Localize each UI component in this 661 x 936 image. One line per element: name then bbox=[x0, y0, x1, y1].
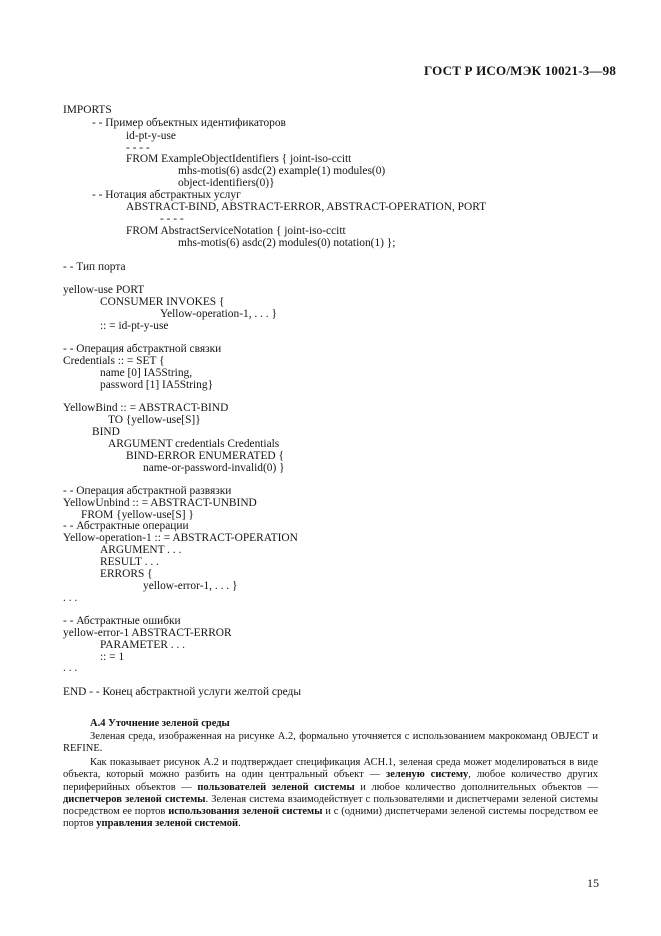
code-line: TO {yellow-use[S]} bbox=[108, 414, 201, 426]
code-line: FROM ExampleObjectIdentifiers { joint-iso-ccitt bbox=[126, 153, 352, 165]
code-comment: - - Абстрактные операции bbox=[63, 520, 189, 532]
text-run: , любое количество других периферийных объектов — bbox=[63, 769, 598, 793]
document-header: ГОСТ Р ИСО/МЭК 10021-3—98 bbox=[424, 63, 617, 78]
bold-term: пользователей зеленой системы bbox=[197, 781, 355, 793]
paragraph-1: Зеленая среда, изображенная на рисунке А.2, формально уточняется с использованием макрокоманд OBJECT и REFINE. bbox=[63, 731, 598, 755]
code-line: . . . bbox=[63, 662, 78, 674]
code-line: yellow-use PORT bbox=[63, 284, 145, 296]
code-line: mhs-motis(6) asdc(2) modules(0) notation(1) }; bbox=[178, 237, 396, 249]
code-line: BIND bbox=[92, 426, 120, 438]
code-comment: - - Абстрактные ошибки bbox=[63, 615, 181, 627]
code-line: ARGUMENT . . . bbox=[100, 544, 182, 556]
paragraph-2 bbox=[63, 757, 598, 831]
code-line: ABSTRACT-BIND, ABSTRACT-ERROR, ABSTRACT-OPERATION, PORT bbox=[126, 201, 487, 213]
code-comment: - - Нотация абстрактных услуг bbox=[92, 189, 241, 201]
code-line: :: = id-pt-y-use bbox=[100, 320, 169, 332]
code-line: FROM AbstractServiceNotation { joint-iso-ccitt bbox=[126, 225, 346, 237]
code-line: RESULT . . . bbox=[100, 556, 159, 568]
bold-term: зеленую систему bbox=[386, 769, 469, 781]
bold-term: управления зеленой системой bbox=[96, 818, 239, 830]
code-line: BIND-ERROR ENUMERATED { bbox=[126, 450, 284, 462]
code-line: ARGUMENT credentials Credentials bbox=[108, 438, 280, 450]
section-title: А.4 Уточнение зеленой среды bbox=[90, 718, 230, 729]
bold-term: использования зеленой системы bbox=[168, 806, 323, 818]
code-line: password [1] IA5String} bbox=[100, 379, 214, 391]
text-run: и с (одними) диспетчерами зеленой системы посредством ее портов bbox=[63, 806, 599, 830]
code-line: id-pt-y-use bbox=[126, 130, 176, 142]
code-line: YellowUnbind :: = ABSTRACT-UNBIND bbox=[63, 497, 257, 509]
page-number: 15 bbox=[587, 876, 599, 890]
code-line: yellow-error-1 ABSTRACT-ERROR bbox=[63, 627, 232, 639]
code-line: IMPORTS bbox=[63, 104, 112, 116]
code-line: name [0] IA5String, bbox=[100, 367, 193, 379]
text-run: . Зеленая система взаимодействует с пользователями и диспетчерами зеленой системы посредством ее портов bbox=[63, 793, 598, 818]
code-line: ERRORS { bbox=[100, 568, 153, 580]
code-end-line: END - - Конец абстрактной услуги желтой среды bbox=[63, 686, 302, 698]
code-line: . . . bbox=[63, 592, 78, 604]
code-line: Yellow-operation-1, . . . } bbox=[160, 308, 277, 320]
code-line: CONSUMER INVOKES { bbox=[100, 296, 225, 308]
text-run: и любое количество дополнительных объектов — bbox=[354, 781, 598, 793]
code-line: PARAMETER . . . bbox=[100, 639, 186, 651]
code-comment: - - Пример объектных идентификаторов bbox=[92, 117, 286, 129]
code-line: - - - - bbox=[126, 142, 150, 154]
code-line: Credentials :: = SET { bbox=[63, 355, 165, 367]
text-run: . bbox=[238, 818, 241, 830]
code-comment: - - Операция абстрактной связки bbox=[63, 343, 222, 355]
bold-term: диспетчеров зеленой системы bbox=[63, 793, 206, 805]
code-line: YellowBind :: = ABSTRACT-BIND bbox=[63, 402, 229, 414]
code-line: - - - - bbox=[160, 213, 184, 225]
code-line: :: = 1 bbox=[100, 651, 125, 663]
code-line: name-or-password-invalid(0) } bbox=[143, 462, 285, 474]
code-comment: - - Операция абстрактной развязки bbox=[63, 485, 232, 497]
code-line: mhs-motis(6) asdc(2) example(1) modules(0) bbox=[178, 165, 386, 177]
code-comment: - - Тип порта bbox=[63, 261, 126, 273]
code-line: FROM {yellow-use[S] } bbox=[81, 509, 194, 521]
code-line: Yellow-operation-1 :: = ABSTRACT-OPERATION bbox=[63, 532, 298, 544]
code-line: yellow-error-1, . . . } bbox=[143, 580, 238, 592]
text-run: Как показывает рисунок А.2 и подтверждает спецификация АСН.1, зеленая среда может моделироваться в виде объекта, который можно разбить на один центральный объект — bbox=[63, 757, 598, 781]
code-line: object-identifiers(0)} bbox=[178, 177, 275, 189]
